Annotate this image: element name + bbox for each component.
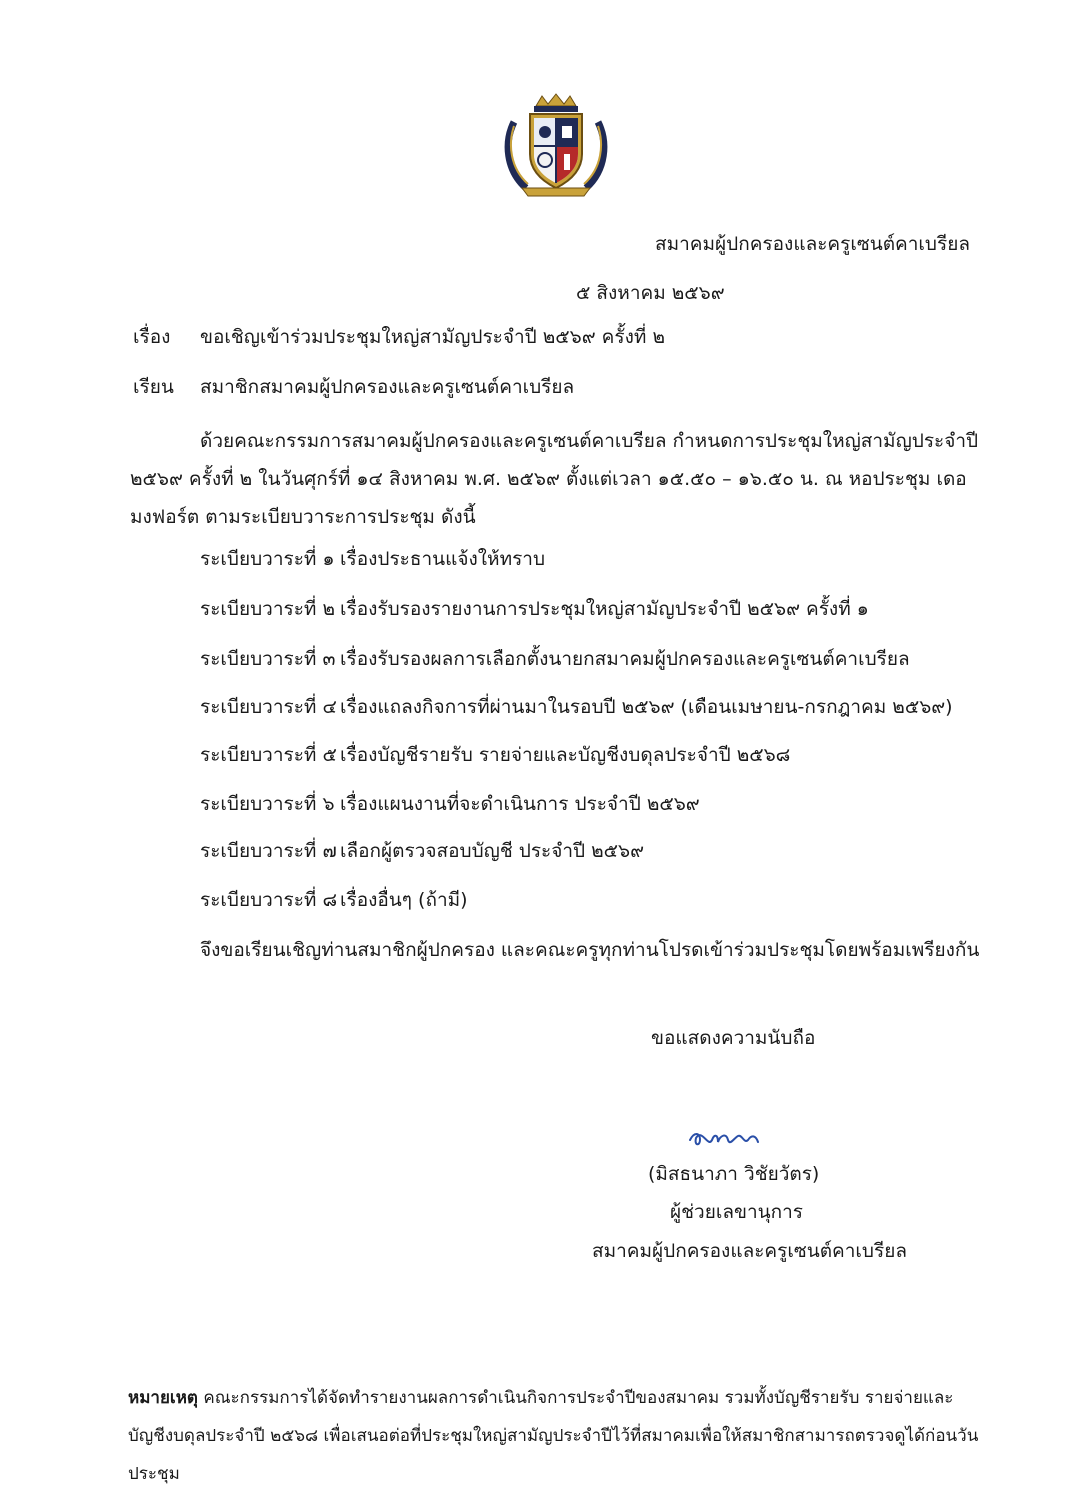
agenda-item: [200, 692, 953, 722]
agenda-number: ระเบียบวาระที่ ๗: [200, 840, 337, 862]
header-organization: สมาคมผู้ปกครองและครูเซนต์คาเบรียล: [655, 233, 970, 255]
handwritten-signature: [686, 1118, 766, 1158]
agenda-number: ระเบียบวาระที่ ๔: [200, 696, 337, 718]
recipient-label: เรียน: [133, 376, 174, 398]
agenda-text: เลือกผู้ตรวจสอบบัญชี ประจำปี ๒๕๖๙: [340, 840, 645, 862]
subject-text: ขอเชิญเข้าร่วมประชุมใหญ่สามัญประจำปี ๒๕๖๙ ครั้งที่ ๒: [200, 326, 665, 348]
agenda-text: เรื่องรับรองรายงานการประชุมใหญ่สามัญประจำปี ๒๕๖๙ ครั้งที่ ๑: [340, 598, 869, 620]
agenda-number: ระเบียบวาระที่ ๕: [200, 744, 337, 766]
footnote: [128, 1379, 988, 1493]
agenda-text: เรื่องประธานแจ้งให้ทราบ: [340, 548, 546, 570]
agenda-number: ระเบียบวาระที่ ๓: [200, 648, 336, 670]
agenda-item: [200, 544, 545, 574]
agenda-item: [200, 885, 468, 915]
school-crest-icon: [500, 92, 612, 204]
signatory-organization: สมาคมผู้ปกครองและครูเซนต์คาเบรียล: [592, 1240, 907, 1262]
recipient-text: สมาชิกสมาคมผู้ปกครองและครูเซนต์คาเบรียล: [200, 376, 575, 398]
regards-line: ขอแสดงความนับถือ: [651, 1027, 816, 1049]
agenda-item: [200, 594, 869, 624]
agenda-text: เรื่องอื่นๆ (ถ้ามี): [340, 889, 468, 911]
signatory-title: ผู้ช่วยเลขานุการ: [670, 1201, 803, 1223]
closing-sentence: จึงขอเรียนเชิญท่านสมาชิกผู้ปกครอง และคณะครูทุกท่านโปรดเข้าร่วมประชุมโดยพร้อมเพรียงกัน: [200, 939, 980, 961]
subject-label: เรื่อง: [133, 326, 171, 348]
agenda-number: ระเบียบวาระที่ ๖: [200, 793, 335, 815]
agenda-text: เรื่องบัญชีรายรับ รายจ่ายและบัญชีงบดุลประจำปี ๒๕๖๘: [340, 744, 791, 766]
agenda-item: [200, 789, 700, 819]
agenda-item: [200, 644, 910, 674]
body-paragraph-text: ด้วยคณะกรรมการสมาคมผู้ปกครองและครูเซนต์คาเบรียล กำหนดการประชุมใหญ่สามัญประจำปี ๒๕๖๙ ครั้งที่ ๒ ในวันศุกร์ที่ ๑๔ สิงหาคม พ.ศ. ๒๕๖๙ ตั้งแต่เวลา ๑๕.๕๐ – ๑๖.๕๐ น. ณ หอประชุม เดอ มงฟอร์ต ตามระเบียบวาระการประชุม ดังนี้: [130, 430, 979, 528]
agenda-number: ระเบียบวาระที่ ๘: [200, 889, 338, 911]
footnote-label: หมายเหตุ: [128, 1388, 198, 1408]
signatory-name: (มิสธนาภา วิชัยวัตร): [648, 1163, 820, 1185]
agenda-text: เรื่องรับรองผลการเลือกตั้งนายกสมาคมผู้ปกครองและครูเซนต์คาเบรียล: [340, 648, 910, 670]
agenda-number: ระเบียบวาระที่ ๒: [200, 598, 335, 620]
body-paragraph: [130, 422, 990, 536]
letter-date: ๕ สิงหาคม ๒๕๖๙: [576, 282, 725, 304]
agenda-item: [200, 836, 644, 866]
agenda-number: ระเบียบวาระที่ ๑: [200, 548, 335, 570]
footnote-text: คณะกรรมการได้จัดทำรายงานผลการดำเนินกิจการประจำปีของสมาคม รวมทั้งบัญชีรายรับ รายจ่ายและบัญชีงบดุลประจำปี ๒๕๖๘ เพื่อเสนอต่อที่ประชุมใหญ่สามัญประจำปีไว้ที่สมาคมเพื่อให้สมาชิกสามารถตรวจดูได้ก่อนวันประชุม: [128, 1388, 979, 1484]
agenda-item: [200, 740, 790, 770]
agenda-text: เรื่องแถลงกิจการที่ผ่านมาในรอบปี ๒๕๖๙ (เดือนเมษายน-กรกฎาคม ๒๕๖๙): [340, 696, 953, 718]
agenda-text: เรื่องแผนงานที่จะดำเนินการ ประจำปี ๒๕๖๙: [340, 793, 700, 815]
